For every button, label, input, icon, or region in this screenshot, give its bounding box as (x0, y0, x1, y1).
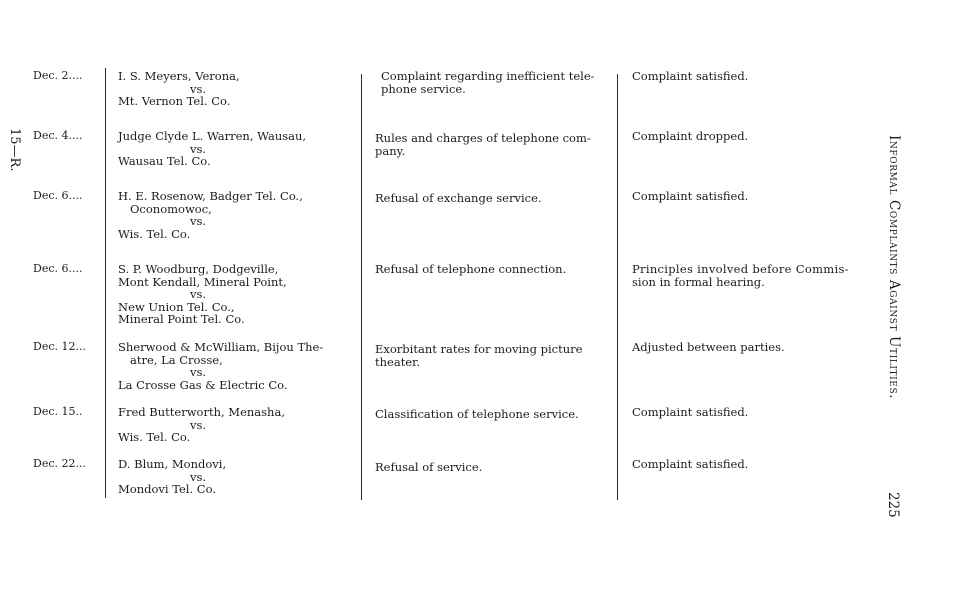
row-date: Dec. 12... (33, 340, 86, 353)
subject-line: Rules and charges of telephone com- (375, 131, 591, 145)
party-line: H. E. Rosenow, Badger Tel. Co., (118, 189, 303, 203)
party-line: Wis. Tel. Co. (118, 226, 191, 241)
disposition-line: Complaint dropped. (632, 129, 749, 143)
party-line: New Union Tel. Co., (118, 299, 235, 314)
row-date: Dec. 6.... (33, 262, 83, 275)
party-line: La Crosse Gas & Electric Co. (118, 377, 288, 392)
row-subject (375, 263, 566, 276)
party-line: Mineral Point Tel. Co. (118, 312, 245, 327)
column-rule-subject (361, 74, 362, 500)
party-line: Judge Clyde L. Warren, Wausau, (118, 129, 307, 143)
row-date: Dec. 2.... (33, 69, 83, 82)
row-parties (118, 458, 226, 496)
party-line: Wausau Tel. Co. (118, 154, 211, 169)
disposition-line: sion in formal hearing. (632, 274, 765, 289)
party-line: Mont Kendall, Mineral Point, (118, 274, 287, 289)
row-parties (118, 190, 303, 240)
row-subject (375, 132, 591, 157)
row-disposition (632, 190, 748, 203)
disposition-line: Adjusted between parties. (632, 340, 785, 354)
disposition-line: Complaint satisfied. (632, 405, 749, 419)
row-parties (118, 130, 306, 168)
versus-line: vs. (190, 81, 207, 96)
versus-line: vs. (190, 469, 207, 484)
disposition-line: Complaint satisfied. (632, 69, 749, 83)
party-line: Wis. Tel. Co. (118, 430, 191, 445)
subject-line: Classification of telephone service. (375, 407, 579, 421)
running-head: Informal Complaints Against Utilities. (886, 135, 902, 400)
row-parties (118, 406, 285, 444)
versus-line: vs. (190, 365, 207, 380)
versus-line: vs. (190, 141, 207, 156)
row-date: Dec. 15.. (33, 405, 83, 418)
page-number: 225 (885, 492, 901, 518)
party-line: atre, La Crosse, (130, 352, 223, 367)
signature-mark: 15—R. (7, 128, 22, 172)
row-parties (118, 341, 323, 391)
subject-line: Refusal of exchange service. (375, 191, 542, 205)
party-line: Oconomowoc, (130, 201, 212, 216)
subject-line: Refusal of telephone connection. (375, 262, 567, 276)
row-date: Dec. 22... (33, 457, 86, 470)
row-disposition (632, 130, 748, 143)
versus-line: vs. (190, 287, 207, 302)
row-disposition (632, 458, 748, 471)
party-line: S. P. Woodburg, Dodgeville, (118, 262, 279, 276)
row-disposition (632, 70, 748, 83)
column-rule-disposition (617, 74, 618, 500)
row-date: Dec. 4.... (33, 129, 83, 142)
row-parties (118, 263, 287, 326)
disposition-line: Complaint satisfied. (632, 189, 749, 203)
row-subject (375, 192, 542, 205)
row-subject (375, 408, 579, 421)
party-line: Fred Butterworth, Menasha, (118, 405, 285, 419)
subject-line: Exorbitant rates for moving picture (375, 342, 583, 356)
row-subject (375, 343, 582, 368)
column-rule-parties (105, 68, 106, 498)
subject-line: Complaint regarding inefficient tele- (381, 69, 595, 83)
versus-line: vs. (190, 214, 207, 229)
party-line: Mt. Vernon Tel. Co. (118, 94, 231, 109)
row-disposition (632, 406, 748, 419)
party-line: I. S. Meyers, Verona, (118, 69, 240, 83)
versus-line: vs. (190, 417, 207, 432)
row-parties (118, 70, 240, 108)
subject-line: theater. (375, 354, 421, 369)
disposition-line: Principles involved before Commis- (632, 262, 849, 276)
row-subject (381, 70, 595, 95)
party-line: Mondovi Tel. Co. (118, 482, 216, 497)
row-disposition (632, 263, 849, 288)
row-subject (375, 461, 482, 474)
party-line: Sherwood & McWilliam, Bijou The- (118, 340, 324, 354)
party-line: D. Blum, Mondovi, (118, 457, 227, 471)
row-disposition (632, 341, 785, 354)
row-date: Dec. 6.... (33, 189, 83, 202)
disposition-line: Complaint satisfied. (632, 457, 749, 471)
subject-line: Refusal of service. (375, 460, 483, 474)
subject-line: phone service. (381, 81, 466, 96)
subject-line: pany. (375, 143, 406, 158)
